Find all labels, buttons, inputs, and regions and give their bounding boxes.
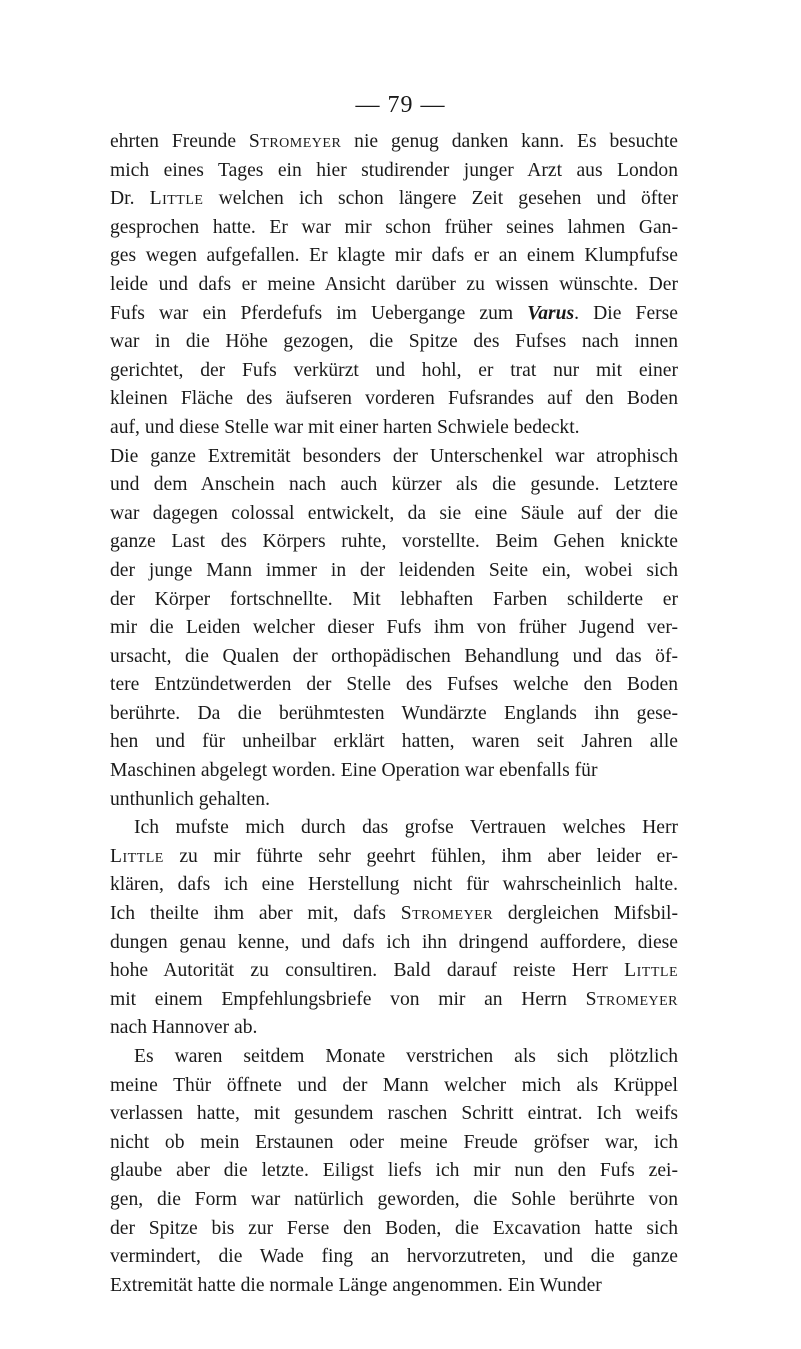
text-line: ges wegen aufgefallen. Er klagte mir dafs er an einem Klumpfufse	[110, 245, 678, 267]
person-name: Little	[624, 960, 678, 982]
text-line: ganze Last des Körpers ruhte, vorstellte. Beim Gehen knickte	[110, 531, 678, 553]
text-line: mich eines Tages ein hier studirender junger Arzt aus London	[110, 159, 678, 181]
text-line: tere Entzündetwerden der Stelle des Fufses welche den Boden	[110, 674, 678, 696]
text-line: Es waren seitdem Monate verstrichen als sich plötzlich	[134, 1046, 678, 1067]
text-line: kleinen Fläche des äufseren vorderen Fufsrandes auf den Boden	[110, 388, 678, 410]
text-line: der junge Mann immer in der leidenden Seite ein, wobei sich	[110, 559, 678, 581]
text-line: Dr. Little welchen ich schon längere Zeit gesehen und öfter	[110, 188, 678, 210]
page-number: — 79 —	[355, 92, 446, 118]
text-line: leide und dafs er meine Ansicht darüber zu wissen wünschte. Der	[110, 273, 678, 295]
body-text	[110, 128, 678, 1300]
text-line: gerichtet, der Fufs verkürzt und hohl, er trat nur mit einer	[110, 359, 678, 381]
text-line: glaube aber die letzte. Eiligst liefs ich mir nun den Fufs zei-	[110, 1160, 678, 1182]
text-line: auf, und diese Stelle war mit einer harten Schwiele bedeckt.	[110, 416, 580, 438]
text-line: war in die Höhe gezogen, die Spitze des Fufses nach innen	[110, 331, 678, 353]
text-line: Fufs war ein Pferdefufs im Uebergange zum Varus. Die Ferse	[110, 302, 678, 324]
person-name: Little	[110, 845, 164, 867]
text-line: Die ganze Extremität besonders der Unterschenkel war atrophisch	[110, 445, 678, 467]
text-line: klären, dafs ich eine Herstellung nicht für wahrscheinlich halte.	[110, 874, 678, 896]
text-line: ehrten Freunde Stromeyer nie genug danken kann. Es besuchte	[110, 131, 678, 152]
emphasis-term: Varus	[527, 302, 575, 324]
text-line: verlassen hatte, mit gesundem raschen Schritt eintrat. Ich weifs	[110, 1103, 678, 1125]
text-line: unthunlich gehalten.	[110, 788, 270, 810]
text-line: nicht ob mein Erstaunen oder meine Freude gröfser war, ich	[110, 1131, 678, 1153]
text-line: nach Hannover ab.	[110, 1017, 258, 1039]
person-name: Little	[149, 188, 204, 210]
text-line: meine Thür öffnete und der Mann welcher mich als Krüppel	[110, 1074, 678, 1096]
text-line: war dagegen colossal entwickelt, da sie eine Säule auf der die	[110, 502, 678, 524]
text-line: dungen genau kenne, und dafs ich ihn dringend auffordere, diese	[110, 931, 678, 953]
text-line: und dem Anschein nach auch kürzer als die gesunde. Letztere	[110, 474, 678, 496]
text-line: berührte. Da die berühmtesten Wundärzte Englands ihn gese-	[110, 702, 678, 724]
text-line: Ich mufste mich durch das grofse Vertrauen welches Herr	[134, 817, 678, 839]
person-name: Stromeyer	[248, 131, 342, 152]
person-name: Stromeyer	[400, 903, 494, 925]
text-line: mit einem Empfehlungsbriefe von mir an Herrn Stromeyer	[110, 988, 678, 1010]
text-line: Little zu mir führte sehr geehrt fühlen, ihm aber leider er-	[110, 845, 678, 867]
text-line: Maschinen abgelegt worden. Eine Operation war ebenfalls für	[110, 760, 598, 782]
person-name: Stromeyer	[585, 988, 678, 1010]
text-line: mir die Leiden welcher dieser Fufs ihm von früher Jugend ver-	[110, 617, 678, 639]
text-line: Extremität hatte die normale Länge angenommen. Ein Wunder	[110, 1274, 602, 1296]
text-line: ursacht, die Qualen der orthopädischen Behandlung und das öf-	[110, 645, 678, 667]
text-line: der Spitze bis zur Ferse den Boden, die Excavation hatte sich	[110, 1217, 678, 1239]
text-line: Ich theilte ihm aber mit, dafs Stromeyer dergleichen Mifsbil-	[110, 903, 678, 925]
text-line: gen, die Form war natürlich geworden, die Sohle berührte von	[110, 1188, 678, 1210]
text-line: vermindert, die Wade fing an hervorzutreten, und die ganze	[110, 1246, 678, 1268]
text-line: hohe Autorität zu consultiren. Bald darauf reiste Herr Little	[110, 960, 678, 982]
text-line: gesprochen hatte. Er war mir schon früher seines lahmen Gan-	[110, 216, 678, 238]
text-line: der Körper fortschnellte. Mit lebhaften Farben schilderte er	[110, 588, 678, 610]
text-line: hen und für unheilbar erklärt hatten, waren seit Jahren alle	[110, 731, 678, 753]
